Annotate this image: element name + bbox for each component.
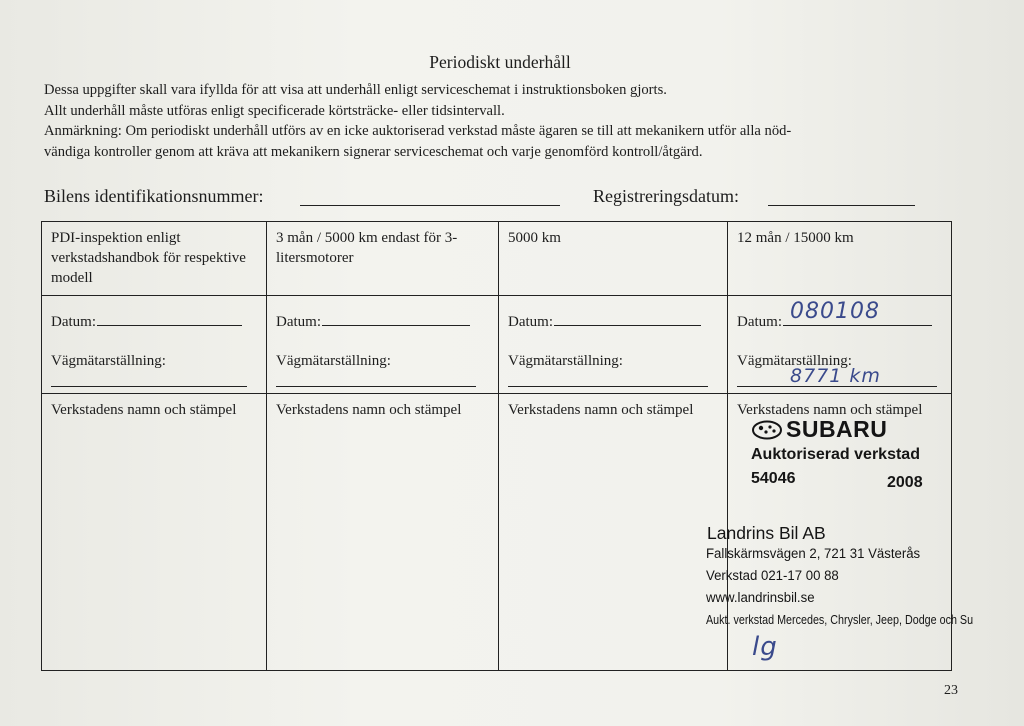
header-5000-km: 5000 km — [499, 222, 728, 296]
header-12-month: 12 mån / 15000 km — [728, 222, 952, 296]
stamp-brand: SUBARU — [786, 416, 888, 442]
odometer-field[interactable] — [508, 385, 708, 387]
subaru-stamp — [752, 416, 887, 445]
odometer-label: Vägmätarställning: — [51, 353, 166, 369]
vin-label: Bilens identifikationsnummer: — [44, 186, 264, 206]
dealer-brands: Aukt. verkstad Mercedes, Chrysler, Jeep, Dodge och Su — [706, 613, 974, 627]
table-header-row — [42, 222, 952, 296]
intro-line: Anmärkning: Om periodiskt underhåll utförs av en icke auktoriserad verkstad måste ägaren se till att mekanikern utför alla nöd- — [44, 123, 792, 139]
odometer-label: Vägmätarställning: — [737, 353, 852, 369]
date-label: Datum: — [51, 314, 96, 330]
cell-workshop: Verkstadens namn och stämpel — [42, 394, 267, 671]
vin-field[interactable] — [300, 205, 560, 206]
date-field[interactable] — [783, 324, 932, 326]
cell-workshop: Verkstadens namn och stämpel — [499, 394, 728, 671]
intro-line: Allt underhåll måste utföras enligt specificerade körtsträcke- eller tidsintervall. — [44, 102, 505, 119]
page-title: Periodiskt underhåll — [429, 52, 571, 72]
cell-date-odometer — [267, 296, 499, 394]
stamp-number: 54046 — [751, 470, 796, 487]
odometer-label: Vägmätarställning: — [276, 353, 391, 369]
dealer-name: Landrins Bil AB — [707, 523, 826, 543]
date-label: Datum: — [737, 314, 782, 330]
date-label: Datum: — [276, 314, 321, 330]
page-number: 23 — [944, 683, 958, 698]
intro-line: vändiga kontroller genom att kräva att mekanikern signerar serviceschemat och varje genomförd kontroll/åtgärd. — [44, 143, 703, 160]
intro-text — [44, 80, 974, 162]
handwritten-date: 080108 — [790, 299, 880, 324]
odometer-field[interactable] — [276, 385, 476, 387]
header-pdi: PDI-inspektion enligt verkstadshandbok för respektive modell — [42, 222, 267, 296]
odometer-label: Vägmätarställning: — [508, 353, 623, 369]
intro-line: Dessa uppgifter skall vara ifyllda för att visa att underhåll enligt serviceschemat i instruktionsboken gjorts. — [44, 82, 667, 98]
stamp-authorized: Auktoriserad verkstad — [751, 446, 920, 463]
header-3-month: 3 mån / 5000 km endast för 3-litersmotorer — [267, 222, 499, 296]
dealer-phone: Verkstad 021-17 00 88 — [706, 568, 839, 584]
cell-workshop: Verkstadens namn och stämpel — [267, 394, 499, 671]
date-field[interactable] — [554, 324, 701, 326]
cell-date-odometer — [42, 296, 267, 394]
date-label: Datum: — [508, 314, 553, 330]
odometer-field[interactable] — [51, 385, 247, 387]
cell-date-odometer — [499, 296, 728, 394]
handwritten-signature: lg — [752, 632, 778, 662]
dealer-website: www.landrinsbil.se — [706, 590, 815, 606]
subaru-logo-icon — [752, 420, 782, 445]
stamp-year: 2008 — [887, 474, 923, 491]
registration-date-field[interactable] — [768, 205, 915, 206]
registration-date-label: Registreringsdatum: — [593, 186, 739, 206]
handwritten-odometer: 8771 km — [790, 365, 881, 387]
cell-workshop: Verkstadens namn och stämpel — [728, 394, 952, 671]
date-field[interactable] — [322, 324, 470, 326]
dealer-address: Fallskärmsvägen 2, 721 31 Västerås — [706, 546, 921, 562]
date-field[interactable] — [97, 324, 242, 326]
